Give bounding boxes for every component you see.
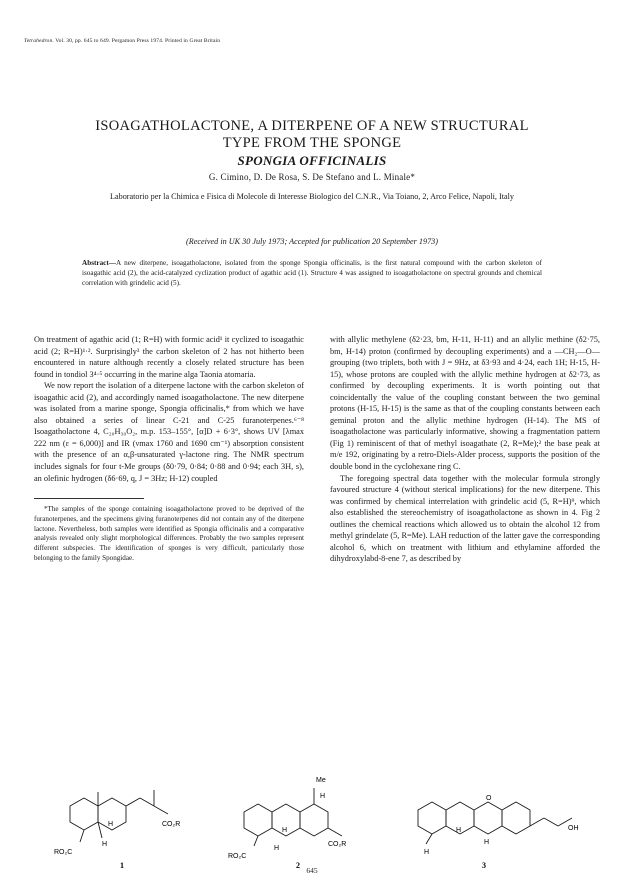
journal-name: Tetrahedron. xyxy=(24,38,54,44)
structure-1-h1: H xyxy=(108,821,114,828)
footnote-rule xyxy=(34,498,144,499)
page-number: 645 xyxy=(306,866,318,875)
structure-1-h2: H xyxy=(102,841,108,848)
structure-1-drawing xyxy=(50,764,210,869)
right-paragraph-2: The foregoing spectral data together with the molecular formula strongly favoured structure 4 (without sterical implications) for the new diterpene. This was confirmed by chemical interrelation with grindelic acid (5, R=H)⁹, which also established the stereochemistry of isoagatholactone as shown in 4. Fig 2 outlines the chemical reactions which allowed us to obtain the alcohol 12 from methyl grindelate (5, R=Me). LAH reduction of the latter gave the corresponding alcohol 6, which on treatment with lithium and ethylamine afforded the dihydroxylabd-8-ene 7, as described by xyxy=(330,473,600,564)
structure-2-co2r: CO₂R xyxy=(328,841,347,848)
structure-1-co2r: CO₂R xyxy=(162,821,181,828)
abstract-lead: Abstract— xyxy=(82,259,116,267)
journal-header xyxy=(24,38,220,44)
structure-2-drawing xyxy=(224,764,384,869)
structure-2-label: 2 xyxy=(296,861,300,869)
title-line-3: SPONGIA OFFICINALIS xyxy=(237,153,387,168)
structure-3-oh: OH xyxy=(568,825,579,832)
abstract xyxy=(82,258,542,288)
affiliation: Laboratorio per la Chimica e Fisica di Molecole di Interesse Biologico del C.N.R., Via Toiano, 2, Arco Felice, Napoli, Italy xyxy=(109,192,515,201)
left-paragraph-1: On treatment of agathic acid (1; R=H) with formic acid¹ it cyclized to isoagathic acid (2; R=H)¹·². Surprisingly³ the carbon skeleton of 2 has not hitherto been encountered in nature although recently a closely related structure has been found in tondiol 3⁴·⁵ occurring in the marine alga Taonia atomaria. xyxy=(34,335,304,379)
structure-2-h2: H xyxy=(320,793,326,800)
structure-1-ro2c: RO₂C xyxy=(54,849,73,856)
structure-2-ro2c: RO₂C xyxy=(228,853,247,860)
authors: G. Cimino, D. De Rosa, S. De Stefano and L. Minale* xyxy=(208,172,416,182)
title-line-1: ISOAGATHOLACTONE, A DITERPENE OF A NEW STRUCTURAL xyxy=(95,118,529,134)
footnote: *The samples of the sponge containing isoagatholactone proved to be deprived of the furanoterpenes, and the specimens giving furanoterpenes did not contain any of the diterpene lactone. Nevertheless, both samples were identified as Spongia officinalis and a comparative analysis revealed only slight morphological differences. Probably the two samples represent different subspecies. The identification of sponges is very difficult, particularly those belonging to the family Spongidae. xyxy=(34,505,304,562)
structure-2-h1: H xyxy=(282,827,288,834)
right-column xyxy=(330,334,600,565)
structure-3-h2: H xyxy=(484,839,490,846)
structure-3-h3: H xyxy=(424,849,430,856)
title-line-2: TYPE FROM THE SPONGE xyxy=(222,135,402,151)
structure-2-me: Me xyxy=(316,777,326,784)
structure-3-drawing xyxy=(398,764,598,869)
structure-1-label: 1 xyxy=(120,861,124,869)
chemical-structures xyxy=(0,764,624,869)
right-paragraph-1: with allylic methylene (δ2·23, bm, H-11, H-11) and an allylic methine (δ2·75, bm, H-14) proton (confirmed by decoupling experiments) and a —CH₂—O— grouping (two triplets, both with J = 9Hz, at δ3·93 and 4·24, each 1H; H-15, H-15), whose protons are coupled with the allylic methine hydrogen at δ2·73, as confirmed by decoupling experiments. It is worth pointing out that coincidentally the value of the coupling constant between the two geminal protons (H-15, H-15) is the same as that of the coupling constants between each geminal proton and the allylic methine hydrogen (H-14). The MS of isoagatholactone was particularly informative, showing a fragmentation pattern (Fig 1) reminiscent of that of methyl isoagathate (2, R=Me);² the base peak at m/e 192, originating by a retro-Diels-Alder process, supports the position of the double bond in the cyclohexane ring C. xyxy=(330,335,600,472)
structure-3-o: O xyxy=(486,795,492,802)
printed-location: Printed in Great Britain xyxy=(165,38,221,44)
abstract-text: A new diterpene, isoagatholactone, isolated from the sponge Spongia officinalis, is the first natural compound with the carbon skeleton of isoagathic acid (2), the acid-catalyzed cyclization product of agathic acid (1). Structure 4 was assigned to isoagatholactone on spectral grounds and chemical correlation with grindelic acid (5). xyxy=(82,259,542,287)
structure-3-label: 3 xyxy=(482,861,486,869)
left-column xyxy=(34,334,304,563)
left-paragraph-2: We now report the isolation of a diterpene lactone with the carbon skeleton of isoagathic acid (2), and accordingly named isoagatholactone. The new diterpene was isolated from a marine sponge, Spongia officinalis,* from which we have also obtained a series of linear C-21 and C-25 furanoterpenes.⁶⁻⁸ Isoagatholactone 4, C₂₀H₃₀O₂, m.p. 153–155°, [α]D + 6·3°, shows UV [λmax 222 nm (ε = 6,000)] and IR (νmax 1760 and 1690 cm⁻¹) absorption consistent with the presence of an α,β-unsaturated γ-lactone ring. The NMR spectrum includes signals for four t-Me groups (δ0·79, 0·84; 0·88 and 0·94; each 3H, s), an olefinic hydrogen (δ6·69, q, J = 3Hz; H-12) coupled xyxy=(34,381,304,483)
publisher: Pergamon Press 1974. xyxy=(111,38,164,44)
structure-2-h3: H xyxy=(274,845,280,852)
structure-3-h1: H xyxy=(456,827,462,834)
paper-title xyxy=(0,118,624,169)
citation: Vol. 30, pp. 645 to 649. xyxy=(55,38,111,44)
received-dates: (Received in UK 30 July 1973; Accepted for publication 20 September 1973) xyxy=(186,237,438,246)
